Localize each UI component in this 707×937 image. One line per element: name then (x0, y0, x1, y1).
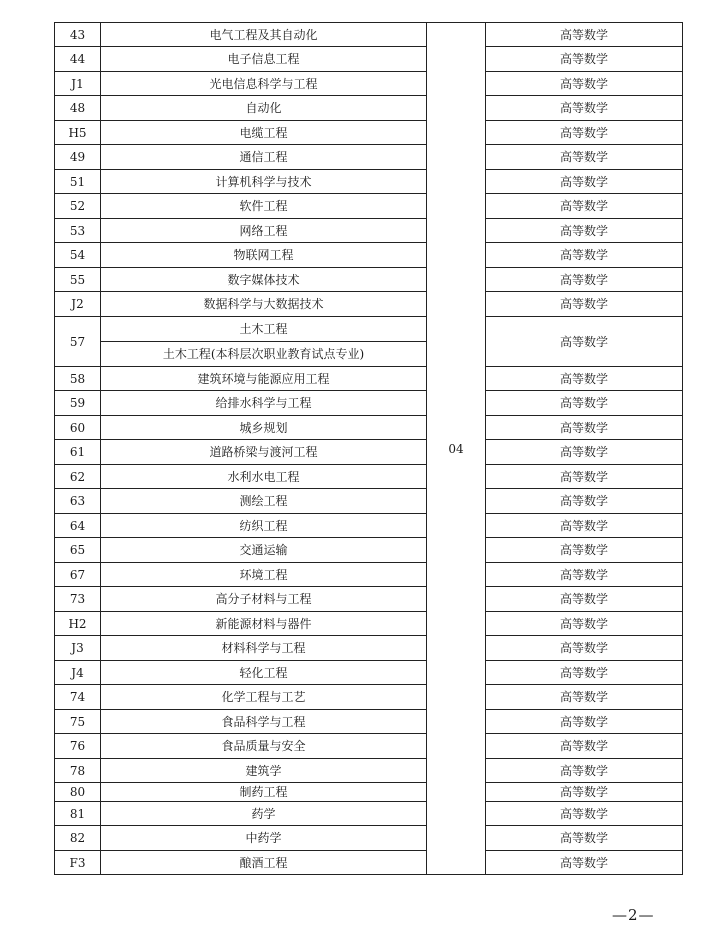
table-row (55, 851, 683, 875)
exam-subject-cell: 高等数学 (486, 292, 683, 317)
exam-subject-cell: 高等数学 (486, 759, 683, 783)
major-code-cell: 78 (55, 759, 101, 783)
major-code-cell: 67 (55, 563, 101, 587)
table-row (55, 612, 683, 636)
major-name-cell: 食品质量与安全 (101, 734, 427, 759)
exam-subject-cell: 高等数学 (486, 170, 683, 194)
table-row (55, 489, 683, 514)
exam-subject-cell: 高等数学 (486, 72, 683, 96)
exam-subject-cell: 高等数学 (486, 636, 683, 661)
exam-subject-cell: 高等数学 (486, 317, 683, 367)
major-name-cell: 水利水电工程 (101, 465, 427, 489)
table-row (55, 734, 683, 759)
exam-subject-cell: 高等数学 (486, 783, 683, 802)
table-row (55, 268, 683, 292)
page-number: —2— (612, 906, 655, 924)
exam-subject-cell: 高等数学 (486, 96, 683, 121)
major-name-cell: 制药工程 (101, 783, 427, 802)
major-name-cell: 建筑学 (101, 759, 427, 783)
major-code-cell: 44 (55, 47, 101, 72)
major-code-cell: 62 (55, 465, 101, 489)
exam-subject-cell: 高等数学 (486, 219, 683, 243)
table-row (55, 23, 683, 47)
table-row (55, 243, 683, 268)
major-code-cell: 76 (55, 734, 101, 759)
major-code-cell: 65 (55, 538, 101, 563)
exam-subject-cell: 高等数学 (486, 826, 683, 851)
major-name-cell: 测绘工程 (101, 489, 427, 514)
exam-subject-cell: 高等数学 (486, 243, 683, 268)
exam-subject-cell: 高等数学 (486, 23, 683, 47)
major-code-cell: 61 (55, 440, 101, 465)
exam-subject-cell: 高等数学 (486, 489, 683, 514)
exam-subject-cell: 高等数学 (486, 465, 683, 489)
table-row (55, 170, 683, 194)
major-code-cell: 60 (55, 416, 101, 440)
exam-subject-cell: 高等数学 (486, 661, 683, 685)
exam-subject-cell: 高等数学 (486, 514, 683, 538)
major-name-cell: 轻化工程 (101, 661, 427, 685)
exam-subject-cell: 高等数学 (486, 563, 683, 587)
exam-subject-cell: 高等数学 (486, 194, 683, 219)
table-row (55, 636, 683, 661)
major-name-cell: 高分子材料与工程 (101, 587, 427, 612)
major-name-cell: 自动化 (101, 96, 427, 121)
major-name-cell: 城乡规划 (101, 416, 427, 440)
table-row (55, 145, 683, 170)
exam-subject-cell: 高等数学 (486, 268, 683, 292)
major-name-cell: 计算机科学与技术 (101, 170, 427, 194)
major-name-cell: 材料科学与工程 (101, 636, 427, 661)
major-code-cell: J4 (55, 661, 101, 685)
category-code-cell: 04 (427, 23, 486, 875)
table-row (55, 121, 683, 145)
major-code-cell: 74 (55, 685, 101, 710)
major-name-cell: 数字媒体技术 (101, 268, 427, 292)
exam-subject-cell: 高等数学 (486, 734, 683, 759)
major-code-cell: 75 (55, 710, 101, 734)
major-catalog-table (54, 22, 683, 875)
major-name-cell: 电子信息工程 (101, 47, 427, 72)
exam-subject-cell: 高等数学 (486, 587, 683, 612)
major-code-cell: H5 (55, 121, 101, 145)
major-code-cell: 59 (55, 391, 101, 416)
exam-subject-cell: 高等数学 (486, 612, 683, 636)
table-row (55, 661, 683, 685)
major-name-cell: 电气工程及其自动化 (101, 23, 427, 47)
major-name-cell: 通信工程 (101, 145, 427, 170)
major-name-cell: 纺织工程 (101, 514, 427, 538)
table-row (55, 759, 683, 783)
table-row (55, 440, 683, 465)
major-name-cell: 道路桥梁与渡河工程 (101, 440, 427, 465)
table-row (55, 538, 683, 563)
table-body (55, 23, 683, 875)
major-name-cell: 环境工程 (101, 563, 427, 587)
major-name-cell: 电缆工程 (101, 121, 427, 145)
major-code-cell: 80 (55, 783, 101, 802)
table-row (55, 96, 683, 121)
table-row (55, 563, 683, 587)
table-row (55, 391, 683, 416)
table-row (55, 194, 683, 219)
major-name-cell: 土木工程(本科层次职业教育试点专业) (101, 342, 427, 367)
major-name-cell: 药学 (101, 802, 427, 826)
major-code-cell: 73 (55, 587, 101, 612)
table-row (55, 47, 683, 72)
major-code-cell: 64 (55, 514, 101, 538)
table-row (55, 219, 683, 243)
exam-subject-cell: 高等数学 (486, 47, 683, 72)
exam-subject-cell: 高等数学 (486, 440, 683, 465)
major-name-cell: 网络工程 (101, 219, 427, 243)
exam-subject-cell: 高等数学 (486, 685, 683, 710)
major-name-cell: 光电信息科学与工程 (101, 72, 427, 96)
table-row (55, 514, 683, 538)
major-code-cell: 57 (55, 317, 101, 367)
major-code-cell: H2 (55, 612, 101, 636)
table-row (55, 685, 683, 710)
major-code-cell: 82 (55, 826, 101, 851)
table-row (55, 465, 683, 489)
table-row (55, 587, 683, 612)
table-row (55, 783, 683, 802)
major-name-cell: 交通运输 (101, 538, 427, 563)
major-name-cell: 化学工程与工艺 (101, 685, 427, 710)
major-code-cell: F3 (55, 851, 101, 875)
major-code-cell: 81 (55, 802, 101, 826)
table-row (55, 292, 683, 317)
major-code-cell: 43 (55, 23, 101, 47)
table-row (55, 367, 683, 391)
major-code-cell: J2 (55, 292, 101, 317)
exam-subject-cell: 高等数学 (486, 391, 683, 416)
major-code-cell: 54 (55, 243, 101, 268)
major-name-cell: 给排水科学与工程 (101, 391, 427, 416)
table-row (55, 826, 683, 851)
major-code-cell: J1 (55, 72, 101, 96)
major-name-cell: 建筑环境与能源应用工程 (101, 367, 427, 391)
major-code-cell: 58 (55, 367, 101, 391)
exam-subject-cell: 高等数学 (486, 367, 683, 391)
major-name-cell: 土木工程 (101, 317, 427, 342)
table-row (55, 72, 683, 96)
table-row (55, 802, 683, 826)
major-name-cell: 软件工程 (101, 194, 427, 219)
exam-subject-cell: 高等数学 (486, 710, 683, 734)
major-code-cell: 52 (55, 194, 101, 219)
exam-subject-cell: 高等数学 (486, 851, 683, 875)
major-code-cell: 53 (55, 219, 101, 243)
major-name-cell: 中药学 (101, 826, 427, 851)
major-code-cell: 63 (55, 489, 101, 514)
major-code-cell: 49 (55, 145, 101, 170)
table-row (55, 710, 683, 734)
exam-subject-cell: 高等数学 (486, 145, 683, 170)
major-name-cell: 物联网工程 (101, 243, 427, 268)
major-code-cell: J3 (55, 636, 101, 661)
exam-subject-cell: 高等数学 (486, 802, 683, 826)
major-name-cell: 新能源材料与器件 (101, 612, 427, 636)
major-code-cell: 55 (55, 268, 101, 292)
table-row (55, 317, 683, 342)
major-name-cell: 食品科学与工程 (101, 710, 427, 734)
major-name-cell: 数据科学与大数据技术 (101, 292, 427, 317)
exam-subject-cell: 高等数学 (486, 416, 683, 440)
exam-subject-cell: 高等数学 (486, 121, 683, 145)
table-row (55, 416, 683, 440)
major-code-cell: 51 (55, 170, 101, 194)
major-name-cell: 酿酒工程 (101, 851, 427, 875)
major-code-cell: 48 (55, 96, 101, 121)
exam-subject-cell: 高等数学 (486, 538, 683, 563)
